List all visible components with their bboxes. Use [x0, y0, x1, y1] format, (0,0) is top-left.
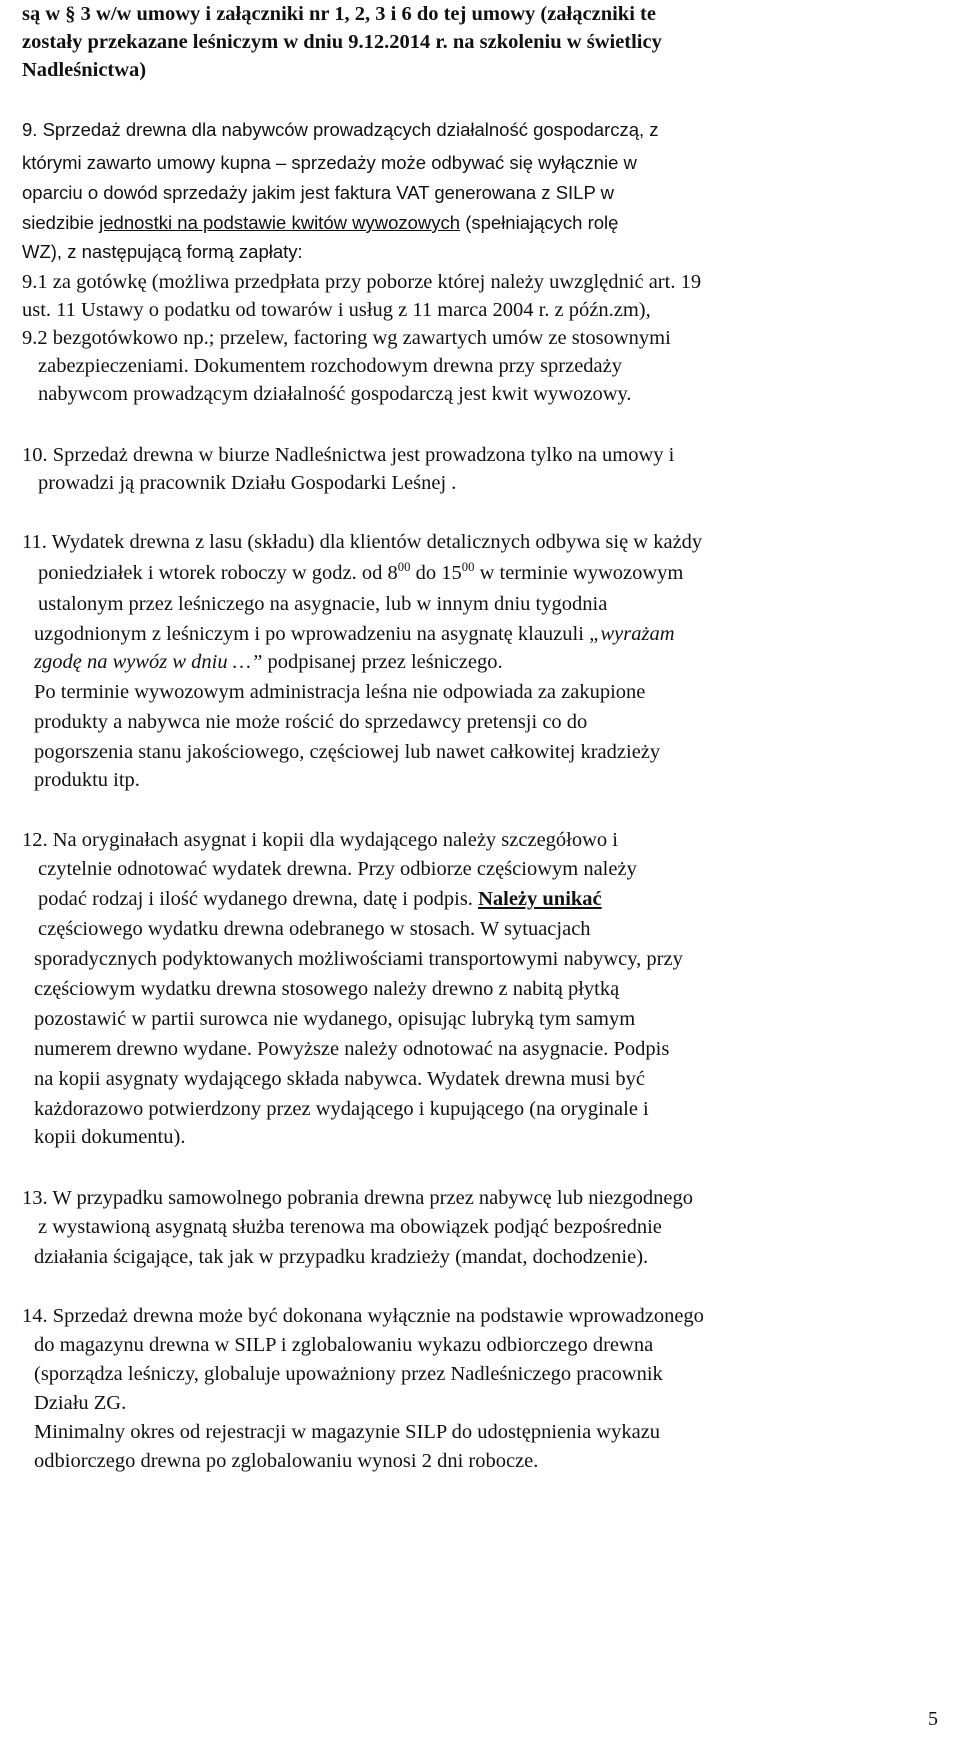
section-9-line: siedzibie jednostki na podstawie kwitów wywozowych (spełniających rolę	[22, 212, 619, 233]
section-9-line: nabywcom prowadzącym działalność gospodarczą jest kwit wywozowy.	[38, 383, 632, 405]
section-9-line: ust. 11 Ustawy o podatku od towarów i usług z 11 marca 2004 r. z późn.zm),	[22, 299, 651, 321]
intro-line: Nadleśnictwa)	[22, 59, 147, 81]
section-13-line: działania ścigające, tak jak w przypadku kradzieży (mandat, dochodzenie).	[34, 1246, 649, 1268]
section-13-line: 13. W przypadku samowolnego pobrania drewna przez nabywcę lub niezgodnego	[22, 1187, 693, 1209]
section-9-line: zabezpieczeniami. Dokumentem rozchodowym drewna przy sprzedaży	[38, 355, 622, 377]
section-11-line: pogorszenia stanu jakościowego, częściowej lub nawet całkowitej kradzieży	[34, 741, 661, 763]
section-12-line: sporadycznych podyktowanych możliwościami transportowymi nabywcy, przy	[34, 948, 683, 970]
intro-line: są w § 3 w/w umowy i załączniki nr 1, 2, 3 i 6 do tej umowy (załączniki te	[22, 3, 656, 25]
section-11-line: uzgodnionym z leśniczym i po wprowadzeniu na asygnatę klauzuli „wyrażam	[34, 623, 675, 645]
section-12-line: częściowym wydatku drewna stosowego należy drewno z nabitą płytką	[34, 978, 620, 1000]
section-11-line: produktu itp.	[34, 769, 140, 791]
section-12-line: kopii dokumentu).	[34, 1126, 186, 1148]
section-14-line: do magazynu drewna w SILP i zglobalowaniu wykazu odbiorczego drewna	[34, 1334, 654, 1356]
section-11-line: 11. Wydatek drewna z lasu (składu) dla klientów detalicznych odbywa się w każdy	[22, 531, 703, 553]
section-12-line: 12. Na oryginałach asygnat i kopii dla wydającego należy szczegółowo i	[22, 829, 619, 851]
section-13-line: z wystawioną asygnatą służba terenowa ma obowiązek podjąć bezpośrednie	[38, 1216, 662, 1238]
emphasis-phrase: Należy unikać	[478, 888, 602, 910]
section-12-line: numerem drewno wydane. Powyższe należy odnotować na asygnacie. Podpis	[34, 1038, 670, 1060]
underlined-phrase: jednostki na podstawie kwitów wywozowych	[99, 212, 461, 233]
section-14-line: (sporządza leśniczy, globaluje upoważniony przez Nadleśniczego pracownik	[34, 1363, 663, 1385]
section-9-line: 9. Sprzedaż drewna dla nabywców prowadzących działalność gospodarczą, z	[22, 119, 659, 140]
intro-line: zostały przekazane leśniczym w dniu 9.12.2014 r. na szkoleniu w świetlicy	[22, 31, 662, 53]
page-number: 5	[928, 1708, 938, 1730]
section-9-line: WZ), z następującą formą zapłaty:	[22, 241, 303, 262]
section-12-line: każdorazowo potwierdzony przez wydającego i kupującego (na oryginale i	[34, 1098, 649, 1120]
section-11-line: ustalonym przez leśniczego na asygnacie, lub w innym dniu tygodnia	[38, 593, 608, 615]
section-11-line: poniedziałek i wtorek roboczy w godz. od $8^{00}$ do $15^{00}$ w terminie wywozowym	[38, 560, 684, 584]
section-9-line: 9.2 bezgotówkowo np.; przelew, factoring wg zawartych umów ze stosownymi	[22, 327, 671, 349]
section-9-line: oparciu o dowód sprzedaży jakim jest faktura VAT generowana z SILP w	[22, 182, 614, 203]
section-11-line: produkty a nabywca nie może rościć do sprzedawcy pretensji co do	[34, 711, 588, 733]
section-12-line: podać rodzaj i ilość wydanego drewna, datę i podpis. Należy unikać	[38, 888, 602, 910]
section-14-line: Działu ZG.	[34, 1392, 127, 1414]
section-14-line: 14. Sprzedaż drewna może być dokonana wyłącznie na podstawie wprowadzonego	[22, 1305, 704, 1327]
section-12-line: na kopii asygnaty wydającego składa nabywca. Wydatek drewna musi być	[34, 1068, 645, 1090]
section-10-line: 10. Sprzedaż drewna w biurze Nadleśnictwa jest prowadzona tylko na umowy i	[22, 444, 675, 466]
section-9-line: którymi zawarto umowy kupna – sprzedaży może odbywać się wyłącznie w	[22, 152, 637, 173]
section-12-line: czytelnie odnotować wydatek drewna. Przy odbiorze częściowym należy	[38, 858, 637, 880]
section-11-line: zgodę na wywóz w dniu …” podpisanej przez leśniczego.	[34, 651, 503, 673]
section-14-line: Minimalny okres od rejestracji w magazynie SILP do udostępnienia wykazu	[34, 1421, 661, 1443]
section-12-line: częściowego wydatku drewna odebranego w stosach. W sytuacjach	[38, 918, 591, 940]
section-9-line: 9.1 za gotówkę (możliwa przedpłata przy poborze której należy uwzględnić art. 19	[22, 271, 702, 293]
section-11-line: Po terminie wywozowym administracja leśna nie odpowiada za zakupione	[34, 681, 646, 703]
section-12-line: pozostawić w partii surowca nie wydanego, opisując lubryką tym samym	[34, 1008, 636, 1030]
section-10-line: prowadzi ją pracownik Działu Gospodarki Leśnej .	[38, 472, 457, 494]
section-14-line: odbiorczego drewna po zglobalowaniu wynosi 2 dni robocze.	[34, 1450, 539, 1472]
